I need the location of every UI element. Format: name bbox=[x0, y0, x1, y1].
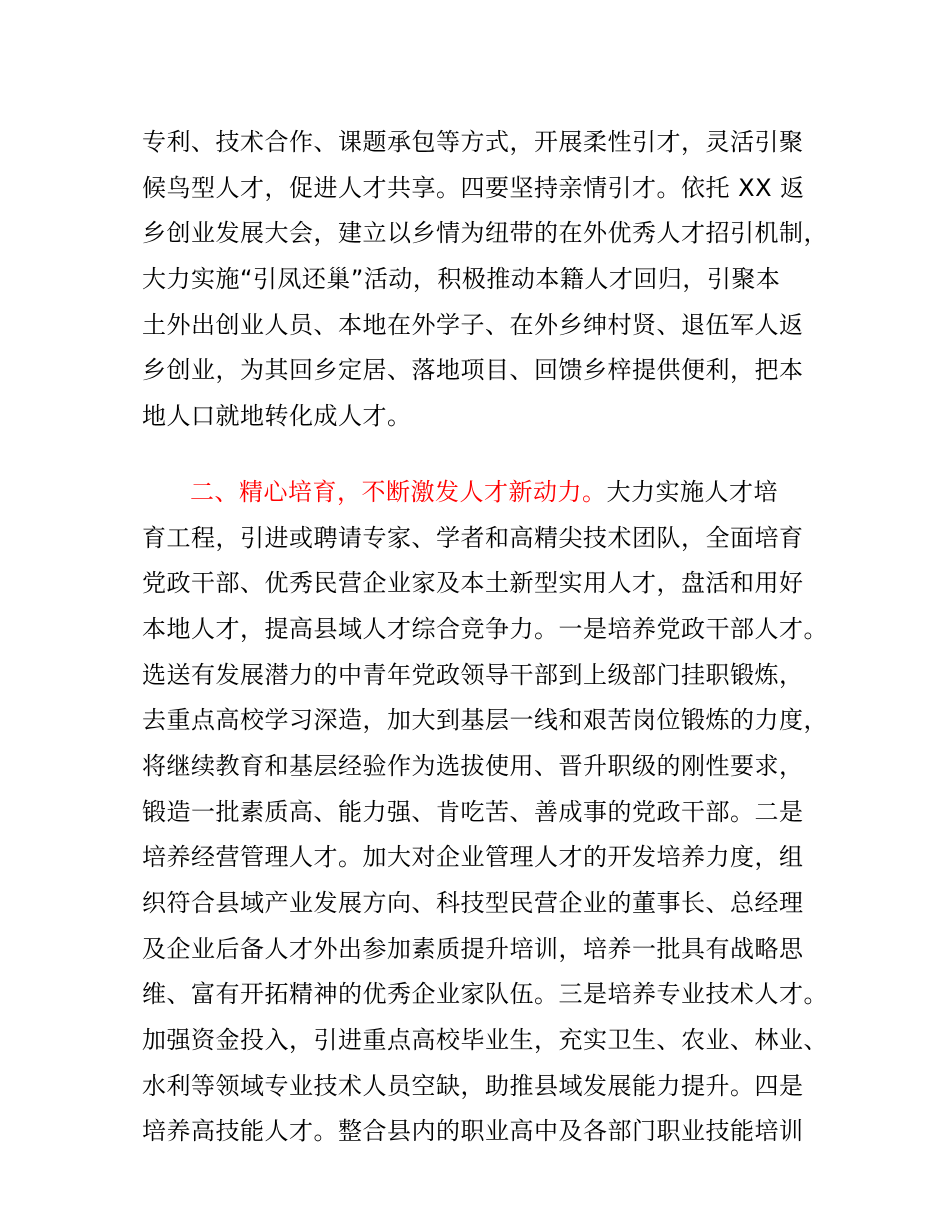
paragraph-2 bbox=[142, 470, 842, 1155]
paragraph-line: 本地人才，提高县域人才综合竞争力。一是培养党政干部人才。 bbox=[142, 614, 828, 643]
paragraph-line: 专利、技术合作、课题承包等方式，开展柔性引才，灵活引聚 bbox=[142, 128, 804, 156]
section-heading: 二、精心培育，不断激发人才新动力。 bbox=[190, 477, 607, 506]
paragraph-spacer bbox=[142, 440, 842, 470]
paragraph-line: 大力实施“引凤还巢”活动，积极推动本籍人才回归，引聚本 bbox=[142, 265, 781, 294]
paragraph-line: 党政干部、优秀民营企业家及本土新型实用人才，盘活和用好 bbox=[142, 569, 804, 598]
paragraph-line: 去重点高校学习深造，加大到基层一线和艰苦岗位锻炼的力度， bbox=[142, 706, 828, 735]
paragraph-line: 地人口就地转化成人才。 bbox=[142, 402, 412, 431]
paragraph-line: 加强资金投入，引进重点高校毕业生，充实卫生、农业、林业、 bbox=[142, 1026, 828, 1055]
paragraph-first-line bbox=[142, 470, 842, 516]
paragraph-1 bbox=[142, 120, 842, 440]
paragraph-line: 土外出创业人员、本地在外学子、在外乡绅村贤、退伍军人返 bbox=[142, 310, 804, 339]
paragraph-line: 培养高技能人才。整合县内的职业高中及各部门职业技能培训 bbox=[142, 1117, 804, 1146]
paragraph-line: 水利等领域专业技术人员空缺，助推县域发展能力提升。四是 bbox=[142, 1071, 804, 1100]
paragraph-line: 维、富有开拓精神的优秀企业家队伍。三是培养专业技术人才。 bbox=[142, 980, 828, 1009]
paragraph-line: 候鸟型人才，促进人才共享。四要坚持亲情引才。依托 XX 返 bbox=[142, 173, 805, 202]
paragraph-line: 将继续教育和基层经验作为选拔使用、晋升职级的刚性要求， bbox=[142, 751, 804, 780]
paragraph-line: 织符合县域产业发展方向、科技型民营企业的董事长、总经理 bbox=[142, 889, 804, 917]
paragraph-line: 培养经营管理人才。加大对企业管理人才的开发培养力度，组 bbox=[142, 843, 804, 872]
paragraph-line: 选送有发展潜力的中青年党政领导干部到上级部门挂职锻炼， bbox=[142, 660, 804, 689]
document-body bbox=[142, 120, 842, 1155]
paragraph-line: 及企业后备人才外出参加素质提升培训，培养一批具有战略思 bbox=[142, 934, 804, 963]
paragraph-line: 育工程，引进或聘请专家、学者和高精尖技术团队，全面培育 bbox=[142, 523, 804, 552]
paragraph-line: 锻造一批素质高、能力强、肯吃苦、善成事的党政干部。二是 bbox=[142, 797, 804, 826]
paragraph-first-line-text: 大力实施人才培 bbox=[606, 477, 778, 506]
paragraph-line: 乡创业，为其回乡定居、落地项目、回馈乡梓提供便利，把本 bbox=[142, 356, 804, 385]
paragraph-line: 乡创业发展大会，建立以乡情为纽带的在外优秀人才招引机制， bbox=[142, 219, 828, 248]
